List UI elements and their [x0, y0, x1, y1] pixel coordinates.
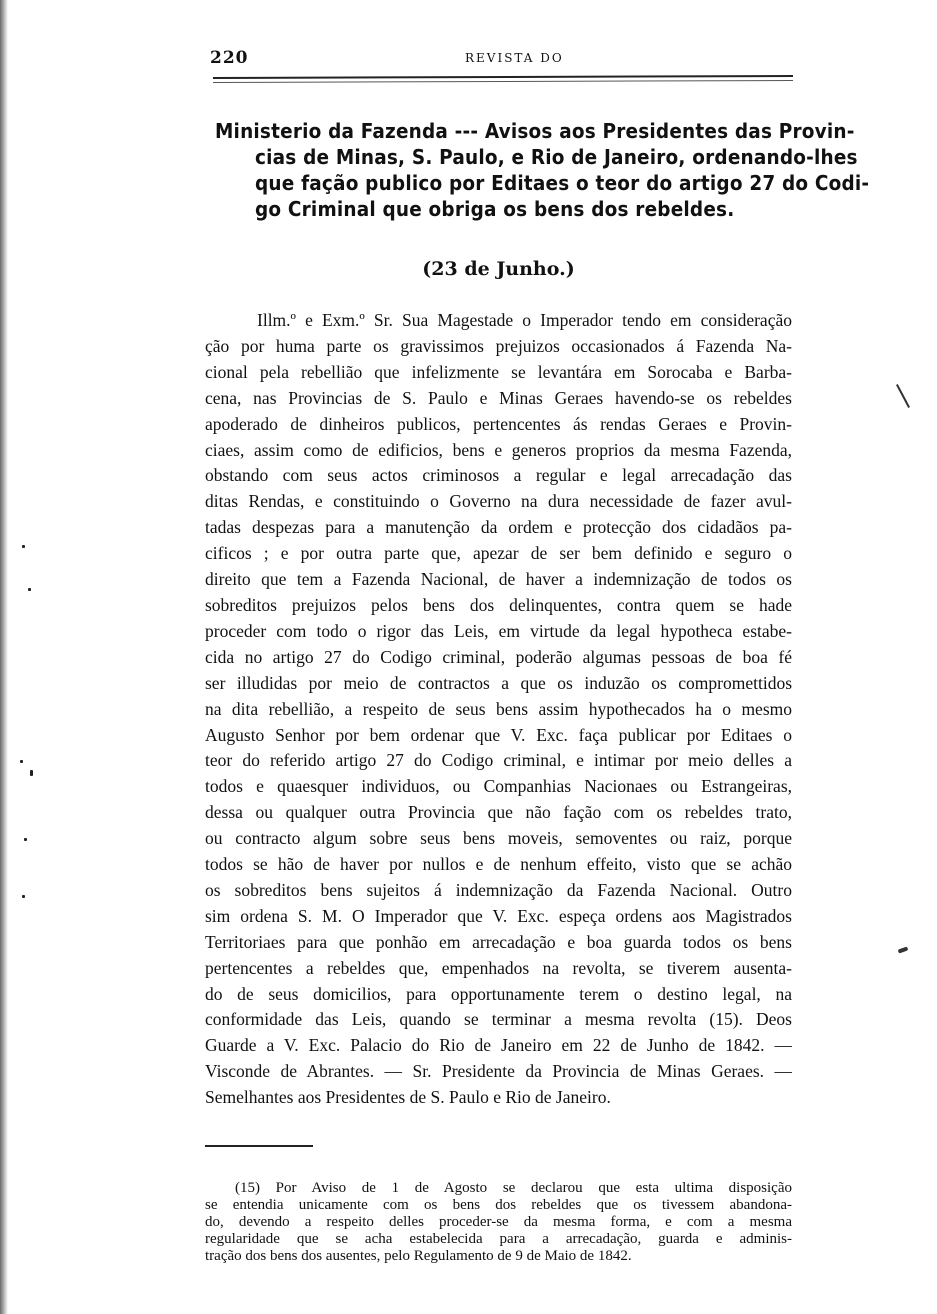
body-line: os sobreditos bens sujeitos á indemnização da Fazenda Nacional. Outro [205, 879, 792, 900]
body-line: dessa ou qualquer outra Provincia que não fação com os rebeldes trato, [205, 802, 792, 823]
body-line: ditas Rendas, e constituindo o Governo na dura necessidade de fazer avul- [205, 491, 792, 512]
ink-speck [22, 545, 25, 548]
footnote-line: tração dos bens dos ausentes, pelo Regulamento de 9 de Maio de 1842. [205, 1248, 632, 1264]
body-line: ciaes, assim como de edificios, bens e generos proprios da mesma Fazenda, [205, 439, 792, 460]
body-line: todos e quaesquer individuos, ou Companhias Nacionaes ou Estrangeiras, [205, 776, 792, 797]
footnote-rule [205, 1145, 313, 1147]
body-line: cida no artigo 27 do Codigo criminal, poderão algumas pessoas de boa fé [205, 646, 792, 667]
title-line: que fação publico por Editaes o teor do artigo 27 do Codi- [255, 171, 870, 195]
body-line: Augusto Senhor por bem ordenar que V. Exc. faça publicar por Editaes o [205, 724, 792, 745]
body-line: proceder com todo o rigor das Leis, em virtude da legal hypotheca estabe- [205, 620, 792, 641]
footnote-line: do, devendo a respeito delles proceder-se da mesma forma, e com a mesma [205, 1214, 792, 1230]
footnote [205, 1180, 792, 1265]
body-line: apoderado de dinheiros publicos, pertencentes ás rendas Geraes e Provin- [205, 413, 792, 434]
title-line: cias de Minas, S. Paulo, e Rio de Janeiro, ordenando-lhes [255, 145, 858, 169]
footnote-line: se entendia unicamente com os bens dos rebeldes que os tivessem abandona- [205, 1197, 792, 1213]
running-head [210, 48, 790, 70]
ink-speck [28, 588, 31, 591]
footnote-line: regularidade que se acha estabelecida para a arrecadação, guarda e adminis- [205, 1231, 792, 1247]
body-line: ou contracto algum sobre seus bens moveis, semoventes ou raiz, porque [205, 828, 792, 849]
body-line: sobreditos prejuizos pelos bens dos delinquentes, contra quem se hade [205, 594, 792, 615]
title-line: go Criminal que obriga os bens dos rebeldes. [255, 197, 735, 221]
body-line: teor do referido artigo 27 do Codigo criminal, e intimar por meio delles a [205, 750, 792, 771]
body-line: do de seus domicilios, para opportunamente terem o destino legal, na [205, 983, 792, 1004]
document-title [215, 118, 870, 222]
body-text [205, 308, 792, 1111]
body-line: Visconde de Abrantes. — Sr. Presidente da Provincia de Minas Geraes. — [205, 1061, 792, 1082]
ink-speck [22, 895, 25, 898]
margin-specks [18, 0, 40, 1314]
footnote-line: (15) Por Aviso de 1 de Agosto se declarou que esta ultima disposição [235, 1180, 792, 1196]
body-line: Illm.º e Exm.º Sr. Sua Magestade o Imperador tendo em consideração [257, 310, 792, 330]
header-rule [213, 75, 793, 83]
ink-speck [24, 838, 27, 841]
body-line: tadas despezas para a manutenção da ordem e protecção dos cidadãos pa- [205, 517, 792, 538]
body-line: todos se hão de haver por nullos e de nenhum effeito, visto que se achão [205, 854, 792, 875]
body-line: conformidade das Leis, quando se terminar a mesma revolta (15). Deos [205, 1009, 792, 1030]
book-spine-edge [0, 0, 8, 1314]
body-line: ção por huma parte os gravissimos prejuizos occasionados á Fazenda Na- [205, 335, 792, 356]
body-line: ser illudidas por meio de contractos a que os induzão os compromettidos [205, 672, 792, 693]
stray-ink-mark [896, 384, 910, 408]
running-title: REVISTA DO [465, 51, 564, 65]
page-number: 220 [210, 48, 249, 68]
body-line: pertencentes a rebeldes que, empenhados na revolta, se tiverem ausenta- [205, 957, 792, 978]
body-line: cificos ; e por outra parte que, apezar de ser bem definido e seguro o [205, 543, 792, 564]
ink-speck [20, 760, 23, 763]
body-line: cional pela rebellião que infelizmente se levantára em Sorocaba e Barba- [205, 361, 792, 382]
body-line: Territoriaes para que ponhão em arrecadação e boa guarda todos os bens [205, 931, 792, 952]
body-line: sim ordena S. M. O Imperador que V. Exc. espeça ordens aos Magistrados [205, 905, 792, 926]
body-line: cena, nas Provincias de S. Paulo e Minas Geraes havendo-se os rebeldes [205, 387, 792, 408]
body-line: Semelhantes aos Presidentes de S. Paulo e Rio de Janeiro. [205, 1087, 611, 1108]
body-line: obstando com seus actos criminosos a regular e legal arrecadação das [205, 465, 792, 486]
stray-ink-mark [898, 946, 909, 953]
date-line: (23 de Junho.) [422, 258, 575, 280]
body-line: na dita rebellião, a respeito de seus bens assim hypothecados ha o mesmo [205, 698, 792, 719]
body-line: direito que tem a Fazenda Nacional, de haver a indemnização de todos os [205, 569, 792, 590]
title-line: Ministerio da Fazenda --- Avisos aos Presidentes das Provin- [215, 119, 855, 143]
body-line: Guarde a V. Exc. Palacio do Rio de Janeiro em 22 de Junho de 1842. — [205, 1035, 792, 1056]
ink-speck [30, 770, 33, 776]
